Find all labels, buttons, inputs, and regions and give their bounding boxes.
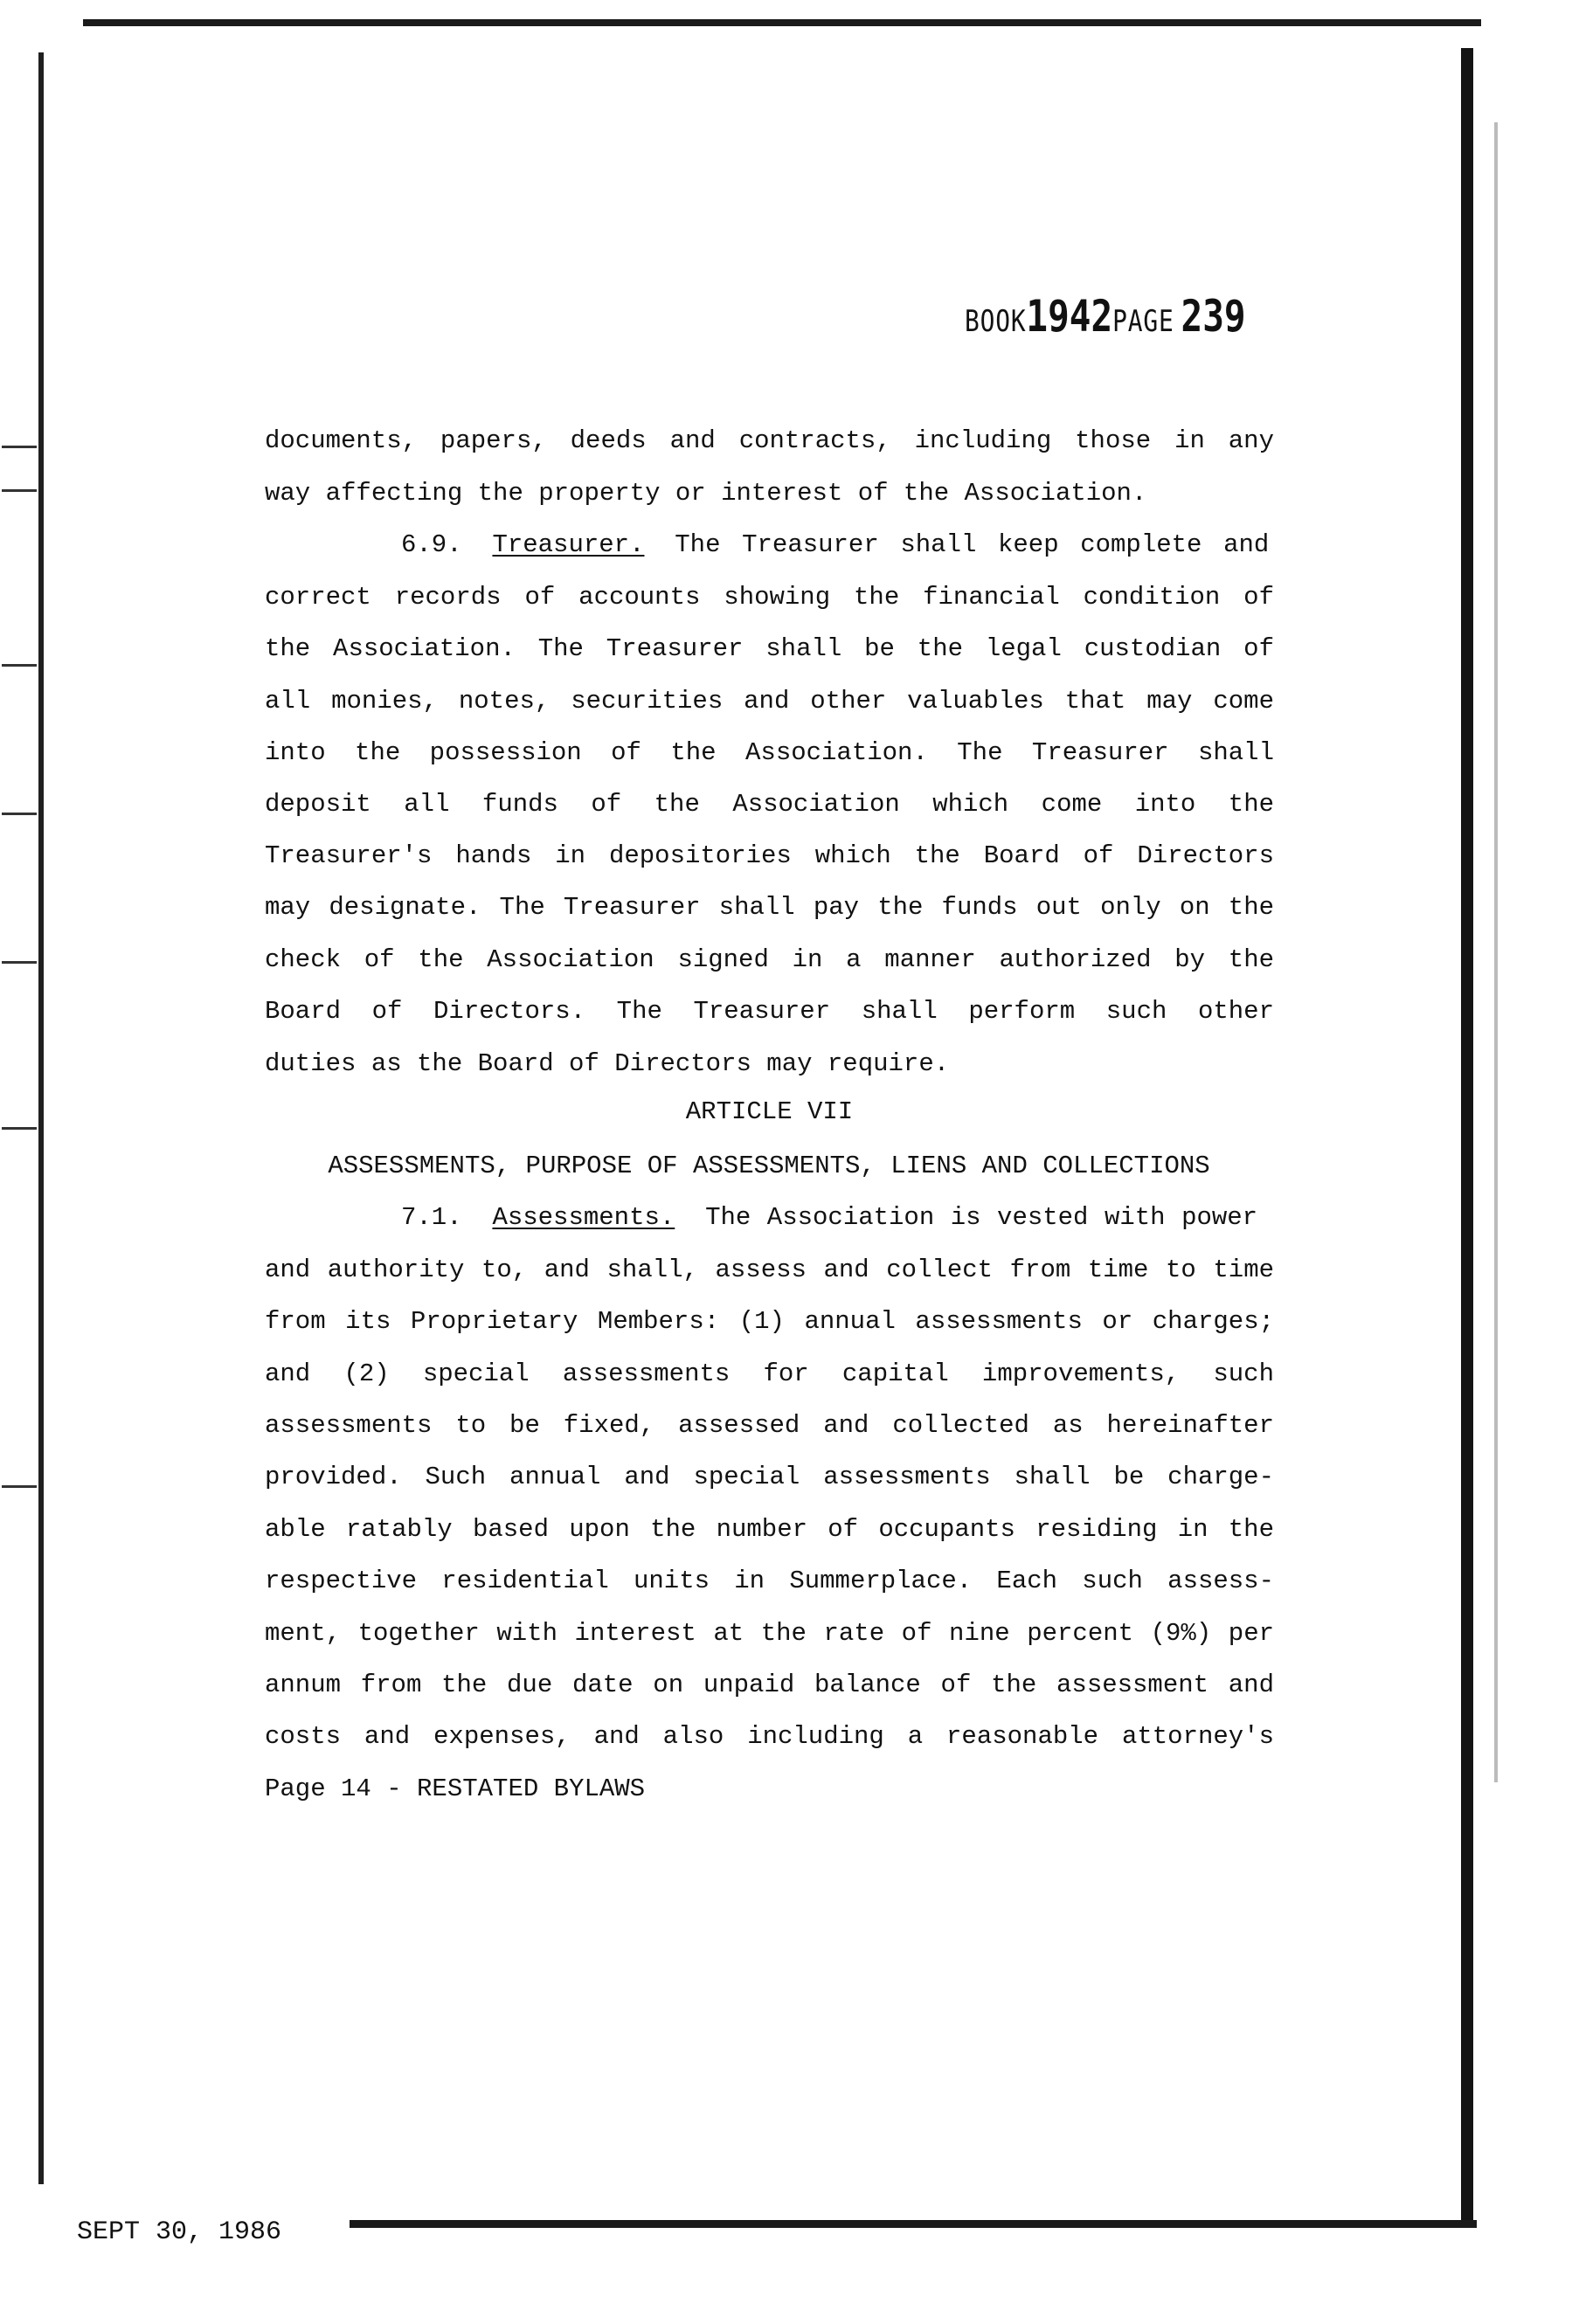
- scan-mark: [2, 1127, 37, 1130]
- scan-mark: [1494, 122, 1498, 1782]
- text-line: into the possession of the Association. The Treasurer shall: [265, 738, 1274, 767]
- section-number: 7.1.: [401, 1203, 462, 1232]
- page-number: 239: [1181, 291, 1246, 342]
- text-line: correct records of accounts showing the financial condition of: [265, 583, 1274, 612]
- text-line: provided. Such annual and special assessments shall be charge-: [265, 1463, 1274, 1491]
- text-line: ment, together with interest at the rate of nine percent (9%) per: [265, 1619, 1274, 1648]
- text-line: check of the Association signed in a manner authorized by the: [265, 945, 1274, 974]
- text-line: annum from the due date on unpaid balance of the assessment and: [265, 1670, 1274, 1699]
- text-line: Board of Directors. The Treasurer shall perform such other: [265, 997, 1274, 1026]
- scan-border-right: [1461, 48, 1473, 2224]
- text-line: able ratably based upon the number of occupants residing in the: [265, 1515, 1274, 1544]
- scan-border-left: [38, 52, 44, 2184]
- article-heading: ARTICLE VII: [685, 1097, 854, 1126]
- section-heading: Treasurer.: [492, 530, 645, 559]
- text-line: respective residential units in Summerplace. Each such assess-: [265, 1567, 1274, 1595]
- book-number: 1942: [1026, 291, 1113, 342]
- text-line: assessments to be fixed, assessed and collected as hereinafter: [265, 1411, 1274, 1440]
- text-line: may designate. The Treasurer shall pay the funds out only on the: [265, 893, 1274, 922]
- text-line: way affecting the property or interest of the Association.: [265, 479, 1147, 508]
- section-heading: Assessments.: [492, 1203, 675, 1232]
- text-line: The Treasurer shall keep complete and: [675, 530, 1270, 559]
- text-line: from its Proprietary Members: (1) annual assessments or charges;: [265, 1307, 1274, 1336]
- section-number: 6.9.: [401, 530, 462, 559]
- article-title: ASSESSMENTS, PURPOSE OF ASSESSMENTS, LIENS AND COLLECTIONS: [328, 1152, 1210, 1180]
- book-label: BOOK: [965, 304, 1027, 339]
- document-date: SEPT 30, 1986: [77, 2217, 282, 2247]
- text-line: costs and expenses, and also including a reasonable attorney's: [265, 1722, 1274, 1751]
- scan-mark: [2, 446, 37, 448]
- scan-mark: [2, 1485, 37, 1488]
- text-line: Treasurer's hands in depositories which the Board of Directors: [265, 841, 1274, 870]
- text-line: and authority to, and shall, assess and collect from time to time: [265, 1255, 1274, 1284]
- section-6-9-line: [265, 530, 1274, 560]
- text-line: and (2) special assessments for capital improvements, such: [265, 1359, 1274, 1388]
- page-label: PAGE: [1112, 304, 1174, 339]
- section-7-1-line: [265, 1203, 1274, 1233]
- scan-border-top: [83, 19, 1481, 26]
- text-line: deposit all funds of the Association which come into the: [265, 790, 1274, 819]
- text-line: The Association is vested with power: [705, 1203, 1258, 1232]
- text-line: duties as the Board of Directors may require.: [265, 1049, 950, 1078]
- text-line: the Association. The Treasurer shall be the legal custodian of: [265, 634, 1274, 663]
- scan-mark: [2, 664, 37, 667]
- text-line: all monies, notes, securities and other valuables that may come: [265, 687, 1274, 716]
- scan-mark: [2, 813, 37, 815]
- page-footer: Page 14 - RESTATED BYLAWS: [265, 1774, 646, 1803]
- scan-border-bottom: [350, 2220, 1477, 2228]
- text-line: documents, papers, deeds and contracts, including those in any: [265, 426, 1274, 455]
- scan-mark: [2, 961, 37, 964]
- book-page-stamp: [965, 291, 1246, 342]
- scan-mark: [2, 489, 37, 492]
